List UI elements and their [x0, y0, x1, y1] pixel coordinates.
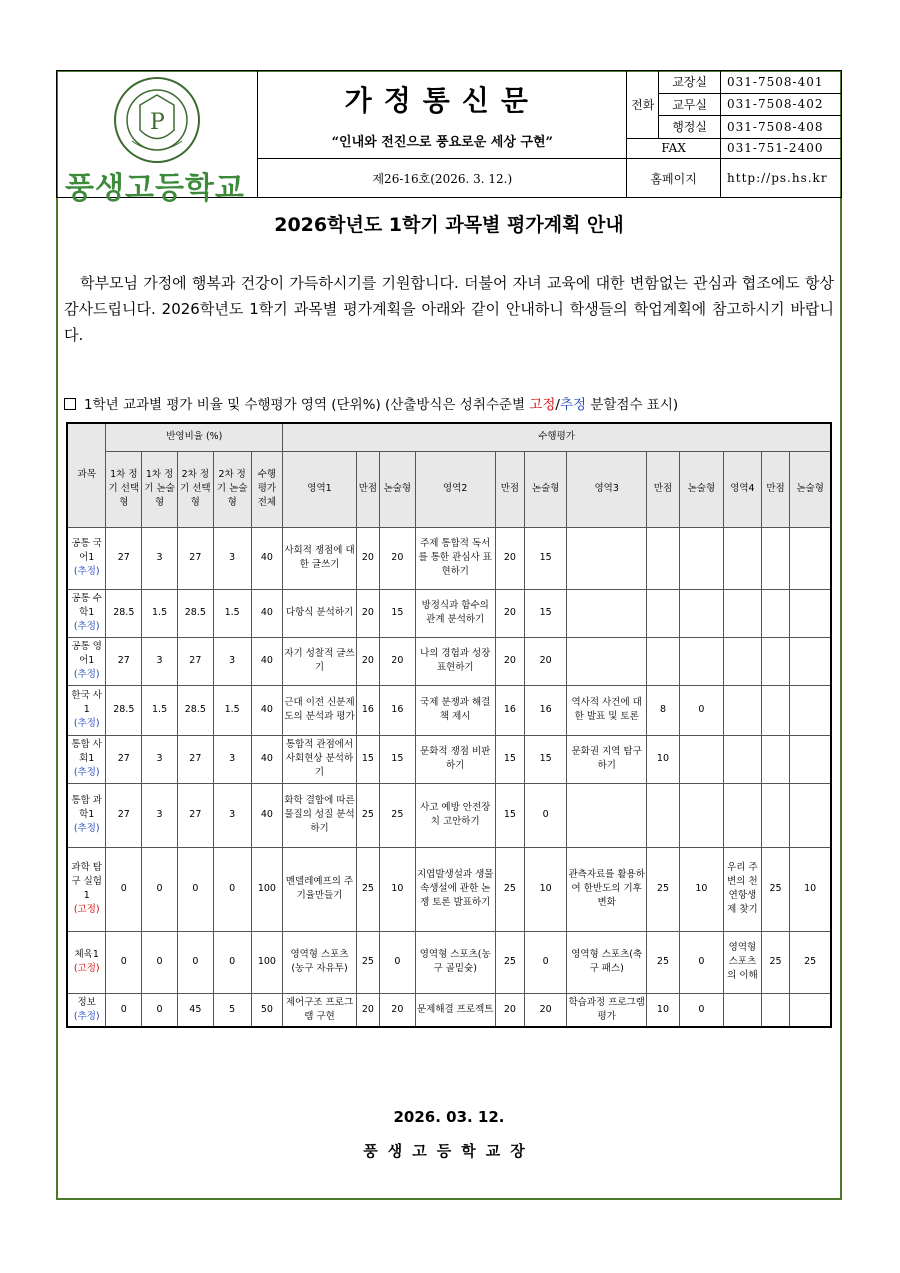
value-cell: 40	[251, 685, 283, 735]
value-cell	[679, 527, 723, 589]
note-slash: /	[555, 397, 560, 413]
value-cell: 20	[495, 527, 524, 589]
value-cell: 0	[213, 847, 251, 931]
value-cell	[647, 637, 680, 685]
area-cell	[723, 993, 761, 1027]
value-cell: 15	[495, 735, 524, 783]
value-cell: 40	[251, 783, 283, 847]
contact-value: 031-7508-408	[721, 116, 842, 139]
value-cell: 0	[213, 931, 251, 993]
header-col: 1차 정기 논술형	[142, 451, 178, 527]
value-cell	[647, 527, 680, 589]
subject-name: 정보	[77, 996, 96, 1008]
area-cell: 사고 예방 안전장치 고안하기	[415, 783, 495, 847]
value-cell: 27	[177, 637, 213, 685]
contact-label: 교장실	[659, 71, 721, 94]
area-cell: 영역형 스포츠(축구 패스)	[567, 931, 647, 993]
area-cell	[723, 637, 761, 685]
value-cell: 3	[213, 735, 251, 783]
value-cell: 15	[379, 735, 415, 783]
value-cell: 25	[356, 783, 379, 847]
area-cell: 통합적 관점에서 사회현상 분석하기	[283, 735, 357, 783]
value-cell: 28.5	[106, 589, 142, 637]
area-cell: 우리 주변의 천연항생제 찾기	[723, 847, 761, 931]
value-cell: 0	[679, 685, 723, 735]
value-cell: 0	[525, 783, 567, 847]
area-cell: 나의 경험과 성장 표현하기	[415, 637, 495, 685]
note-estimate: 추정	[559, 397, 587, 413]
header-full: 만점	[356, 451, 379, 527]
value-cell: 25	[495, 931, 524, 993]
value-cell: 1.5	[213, 589, 251, 637]
value-cell: 3	[142, 527, 178, 589]
value-cell: 20	[495, 589, 524, 637]
checkbox-icon	[64, 398, 76, 410]
value-cell: 25	[790, 931, 831, 993]
value-cell	[761, 527, 789, 589]
school-logo-cell	[57, 71, 258, 206]
area-cell: 제어구조 프로그램 구현	[283, 993, 357, 1027]
subject-cell	[67, 589, 106, 637]
subject-name: 한국 사1	[71, 690, 102, 715]
area-cell: 관측자료를 활용하여 한반도의 기후 변화	[567, 847, 647, 931]
table-row	[67, 735, 831, 783]
calc-mode: (고정)	[73, 904, 100, 915]
value-cell: 0	[379, 931, 415, 993]
subject-name: 공통 영어1	[71, 641, 102, 666]
value-cell: 20	[495, 993, 524, 1027]
subject-name: 통합 사회1	[71, 739, 102, 764]
value-cell	[679, 735, 723, 783]
fax-value: 031-751-2400	[721, 138, 842, 158]
value-cell: 16	[356, 685, 379, 735]
note-fixed: 고정	[529, 397, 556, 413]
value-cell: 25	[647, 931, 680, 993]
header-col: 1차 정기 선택형	[106, 451, 142, 527]
value-cell: 25	[761, 847, 789, 931]
area-cell: 주제 통합적 독서를 통한 관심사 표현하기	[415, 527, 495, 589]
value-cell: 27	[106, 527, 142, 589]
value-cell: 20	[495, 637, 524, 685]
value-cell	[761, 637, 789, 685]
header-ratio: 반영비율 (%)	[106, 423, 283, 451]
value-cell: 100	[251, 847, 283, 931]
value-cell: 3	[142, 637, 178, 685]
value-cell: 27	[106, 735, 142, 783]
area-cell: 멘델레예프의 주기율만들기	[283, 847, 357, 931]
subject-name: 공통 국어1	[71, 538, 102, 563]
school-name: 풍생고등학교	[65, 171, 245, 206]
value-cell: 28.5	[106, 685, 142, 735]
area-cell	[567, 783, 647, 847]
value-cell: 20	[379, 637, 415, 685]
value-cell: 40	[251, 589, 283, 637]
table-row	[67, 993, 831, 1027]
header-col: 2차 정기 논술형	[213, 451, 251, 527]
header-full: 만점	[495, 451, 524, 527]
footer-date: 2026. 03. 12.	[393, 1108, 505, 1126]
calc-mode: (추정)	[73, 669, 100, 680]
contact-value: 031-7508-402	[721, 93, 842, 116]
value-cell: 40	[251, 527, 283, 589]
area-cell: 방정식과 함수의 관계 분석하기	[415, 589, 495, 637]
value-cell: 20	[379, 993, 415, 1027]
header-col: 수행 평가 전체	[251, 451, 283, 527]
subject-name: 통합 과학1	[71, 795, 102, 820]
value-cell	[790, 783, 831, 847]
value-cell	[790, 589, 831, 637]
value-cell	[679, 589, 723, 637]
value-cell: 20	[356, 527, 379, 589]
header-essay: 논술형	[790, 451, 831, 527]
area-cell	[723, 589, 761, 637]
subject-name: 과학 탐구 실험1	[71, 862, 102, 901]
value-cell: 3	[142, 735, 178, 783]
value-cell: 16	[495, 685, 524, 735]
calc-mode: (추정)	[73, 621, 100, 632]
header-essay: 논술형	[679, 451, 723, 527]
area-cell: 사회적 쟁점에 대한 글쓰기	[283, 527, 357, 589]
header-essay: 논술형	[379, 451, 415, 527]
value-cell: 10	[679, 847, 723, 931]
value-cell	[679, 783, 723, 847]
value-cell: 0	[106, 931, 142, 993]
value-cell: 10	[647, 993, 680, 1027]
value-cell	[790, 637, 831, 685]
title-cell	[258, 71, 627, 159]
table-row	[67, 589, 831, 637]
value-cell	[790, 527, 831, 589]
value-cell: 0	[106, 993, 142, 1027]
value-cell: 20	[356, 589, 379, 637]
value-cell: 15	[379, 589, 415, 637]
value-cell: 15	[525, 589, 567, 637]
note-suffix: 분할점수 표시)	[586, 397, 679, 413]
table-row	[67, 931, 831, 993]
value-cell: 1.5	[142, 589, 178, 637]
value-cell: 10	[379, 847, 415, 931]
value-cell: 10	[525, 847, 567, 931]
area-cell	[723, 735, 761, 783]
value-cell: 25	[761, 931, 789, 993]
value-cell	[761, 993, 789, 1027]
value-cell: 25	[356, 847, 379, 931]
subject-cell	[67, 527, 106, 589]
value-cell: 0	[177, 931, 213, 993]
value-cell: 3	[142, 783, 178, 847]
value-cell	[761, 735, 789, 783]
value-cell: 16	[525, 685, 567, 735]
subject-cell	[67, 993, 106, 1027]
header-performance: 수행평가	[283, 423, 831, 451]
table-body	[67, 527, 831, 1027]
area-cell: 문화적 쟁점 비판하기	[415, 735, 495, 783]
value-cell	[679, 637, 723, 685]
header-area2: 영역2	[415, 451, 495, 527]
evaluation-table	[66, 422, 832, 1028]
calc-mode: (추정)	[73, 1010, 100, 1022]
value-cell: 0	[525, 931, 567, 993]
header-full: 만점	[761, 451, 789, 527]
value-cell	[790, 685, 831, 735]
intro-text: 학부모님 가정에 행복과 건강이 가득하시기를 기원합니다. 더불어 자녀 교육에 대한 변함없는 관심과 협조에도 항상 감사드립니다. 2026학년도 1학기 과목별 평가계획을 아래와 같이 안내하니 학생들의 학업계획에 참고하시기 바랍니다.	[64, 274, 834, 344]
subject-cell	[67, 931, 106, 993]
value-cell: 40	[251, 637, 283, 685]
value-cell: 25	[356, 931, 379, 993]
area-cell: 국제 분쟁과 해결책 제시	[415, 685, 495, 735]
value-cell: 27	[177, 527, 213, 589]
area-cell: 역사적 사건에 대한 발표 및 토론	[567, 685, 647, 735]
value-cell	[761, 685, 789, 735]
homepage-link[interactable]: http://ps.hs.kr	[721, 159, 842, 198]
value-cell: 45	[177, 993, 213, 1027]
homepage-label: 홈페이지	[627, 159, 721, 198]
value-cell: 20	[379, 527, 415, 589]
value-cell: 10	[790, 847, 831, 931]
area-cell	[567, 589, 647, 637]
value-cell: 0	[679, 931, 723, 993]
value-cell: 10	[647, 735, 680, 783]
table-row	[67, 637, 831, 685]
value-cell: 0	[142, 847, 178, 931]
value-cell: 27	[106, 783, 142, 847]
subject-name: 공통 수학1	[71, 593, 102, 618]
note-prefix: 1학년 교과별 평가 비율 및 수행평가 영역 (단위%) (산출방식은 성취수준별	[84, 397, 530, 413]
value-cell: 27	[177, 783, 213, 847]
value-cell: 1.5	[213, 685, 251, 735]
area-cell: 자기 성찰적 글쓰기	[283, 637, 357, 685]
value-cell: 0	[177, 847, 213, 931]
header-area1: 영역1	[283, 451, 357, 527]
value-cell: 20	[356, 993, 379, 1027]
value-cell: 20	[356, 637, 379, 685]
value-cell: 3	[213, 527, 251, 589]
phone-label: 전화	[627, 71, 659, 139]
area-cell	[723, 527, 761, 589]
area-cell	[723, 685, 761, 735]
header-subject: 과목	[67, 423, 106, 527]
table-row	[67, 783, 831, 847]
value-cell: 0	[142, 993, 178, 1027]
value-cell: 3	[213, 637, 251, 685]
header-area3: 영역3	[567, 451, 647, 527]
calc-mode: (추정)	[73, 718, 100, 729]
calc-mode: (추정)	[73, 767, 100, 778]
value-cell: 15	[525, 527, 567, 589]
subject-cell	[67, 637, 106, 685]
value-cell: 15	[495, 783, 524, 847]
svg-text:P: P	[150, 110, 165, 135]
area-cell: 영역형 스포츠(농구 자유투)	[283, 931, 357, 993]
value-cell: 5	[213, 993, 251, 1027]
value-cell: 0	[142, 931, 178, 993]
subject-cell	[67, 847, 106, 931]
subject-cell	[67, 735, 106, 783]
value-cell: 1.5	[142, 685, 178, 735]
value-cell: 20	[525, 993, 567, 1027]
value-cell: 27	[106, 637, 142, 685]
contact-label: 교무실	[659, 93, 721, 116]
value-cell: 3	[213, 783, 251, 847]
value-cell: 25	[647, 847, 680, 931]
value-cell	[790, 735, 831, 783]
school-motto: “인내와 전진으로 풍요로운 세상 구현”	[331, 135, 554, 151]
value-cell: 50	[251, 993, 283, 1027]
contact-value: 031-7508-401	[721, 71, 842, 94]
header-area4: 영역4	[723, 451, 761, 527]
contact-label: 행정실	[659, 116, 721, 139]
value-cell: 100	[251, 931, 283, 993]
area-cell	[723, 783, 761, 847]
value-cell: 15	[525, 735, 567, 783]
area-cell	[567, 527, 647, 589]
fax-label: FAX	[627, 138, 721, 158]
value-cell: 0	[679, 993, 723, 1027]
value-cell	[761, 589, 789, 637]
header-full: 만점	[647, 451, 680, 527]
header-col: 2차 정기 선택형	[177, 451, 213, 527]
newsletter-header	[56, 70, 842, 206]
table-note	[64, 393, 844, 413]
value-cell	[647, 589, 680, 637]
value-cell: 15	[356, 735, 379, 783]
value-cell	[761, 783, 789, 847]
area-cell: 문제해결 프로젝트	[415, 993, 495, 1027]
value-cell: 40	[251, 735, 283, 783]
value-cell	[647, 783, 680, 847]
area-cell: 지엽발생설과 생물속생설에 관한 논쟁 토론 발표하기	[415, 847, 495, 931]
value-cell: 28.5	[177, 685, 213, 735]
issue-number: 제26-16호(2026. 3. 12.)	[258, 159, 627, 198]
intro-paragraph	[64, 270, 834, 348]
area-cell: 화학 결합에 따른 물질의 성질 분석하기	[283, 783, 357, 847]
area-cell: 다항식 분석하기	[283, 589, 357, 637]
value-cell: 8	[647, 685, 680, 735]
area-cell	[567, 637, 647, 685]
value-cell: 27	[177, 735, 213, 783]
document-title: 2026학년도 1학기 과목별 평가계획 안내	[274, 214, 624, 236]
area-cell: 근대 이전 신분제도의 분석과 평가	[283, 685, 357, 735]
calc-mode: (추정)	[73, 566, 100, 577]
value-cell: 20	[525, 637, 567, 685]
value-cell: 25	[379, 783, 415, 847]
table-row	[67, 847, 831, 931]
newsletter-title: 가정통신문	[344, 84, 540, 118]
area-cell: 학습과정 프로그램 평가	[567, 993, 647, 1027]
subject-cell	[67, 685, 106, 735]
subject-cell	[67, 783, 106, 847]
value-cell: 16	[379, 685, 415, 735]
table-row	[67, 685, 831, 735]
footer-signature: 풍생고등학교장	[363, 1142, 535, 1160]
value-cell: 28.5	[177, 589, 213, 637]
header-essay: 논술형	[525, 451, 567, 527]
area-cell: 영역형 스포츠(농구 골밑슛)	[415, 931, 495, 993]
calc-mode: (고정)	[73, 963, 100, 974]
school-seal-icon	[112, 75, 202, 165]
calc-mode: (추정)	[73, 823, 100, 834]
area-cell: 영역형 스포츠의 이해	[723, 931, 761, 993]
subject-name: 체육1	[74, 949, 99, 960]
table-row	[67, 527, 831, 589]
value-cell: 25	[495, 847, 524, 931]
value-cell	[790, 993, 831, 1027]
area-cell: 문화권 지역 탐구하기	[567, 735, 647, 783]
value-cell: 0	[106, 847, 142, 931]
